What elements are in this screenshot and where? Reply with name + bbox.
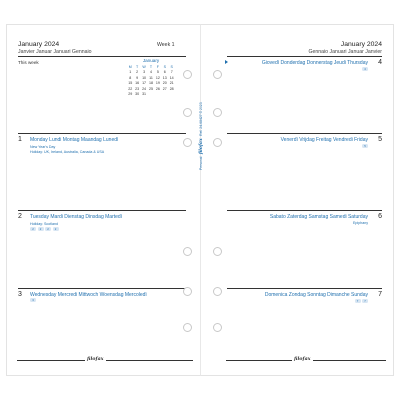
date-cell: 20	[162, 81, 167, 86]
right-month-year: January 2024	[340, 41, 382, 48]
date-cell: 9	[136, 75, 139, 80]
day-badge: 2	[45, 227, 51, 231]
day-badge: 3	[30, 298, 36, 302]
holiday-note: Holiday: UK, Ireland, Australia, Canada & USA	[30, 150, 105, 154]
date-cell: 17	[142, 81, 147, 86]
mini-calendar-title: January	[142, 58, 160, 63]
weekday: T	[149, 65, 153, 69]
date-cell: 23	[135, 86, 140, 91]
date-cell: 25	[148, 86, 153, 91]
day-name-monday: Monday Lundi Montag Maandag Lunedì	[30, 137, 119, 143]
day-badge: 2	[53, 227, 59, 231]
date-cell	[162, 92, 169, 97]
date-cell: 26	[155, 86, 160, 91]
date-cell	[155, 92, 162, 97]
day-number-saturday: 6	[378, 213, 382, 220]
gutter-imprint	[199, 102, 204, 170]
date-cell: 31	[142, 92, 147, 97]
imprint-size: Personal	[199, 156, 203, 170]
date-cell: 14	[169, 75, 174, 80]
left-month-year: January 2024	[18, 41, 60, 48]
date-cell: 21	[169, 81, 174, 86]
weekday: S	[170, 65, 173, 69]
date-cell: 6	[163, 70, 166, 75]
day-rule-tuesday	[18, 210, 186, 211]
badge-group-thursday	[362, 67, 368, 71]
mini-calendar-week	[127, 92, 175, 97]
left-month-translations: Janvier Januar Januari Gennaio	[18, 49, 92, 55]
ring-hole	[183, 247, 192, 256]
ring-hole	[213, 138, 222, 147]
badge-group-sunday	[355, 299, 369, 303]
day-number-tuesday: 2	[18, 213, 22, 220]
weekday: M	[128, 65, 132, 69]
ring-hole	[213, 323, 222, 332]
date-cell: 28	[169, 86, 174, 91]
ring-hole	[213, 108, 222, 117]
day-number-monday: 1	[18, 136, 22, 143]
date-cell: 10	[142, 75, 147, 80]
right-header-rule	[227, 56, 382, 57]
right-month-translations: Gennaio Januari Januar Janvier	[308, 49, 382, 55]
date-cell: 11	[149, 75, 153, 80]
ring-hole	[183, 323, 192, 332]
date-cell	[168, 92, 175, 97]
right-ring-holes	[213, 25, 225, 377]
ring-hole	[213, 70, 222, 79]
date-cell: 24	[142, 86, 147, 91]
weekday: F	[156, 65, 159, 69]
ring-hole	[183, 70, 192, 79]
date-cell: 5	[156, 70, 159, 75]
imprint-ref: Ref. 24-68427	[199, 114, 203, 136]
day-number-sunday: 7	[378, 291, 382, 298]
day-rule-monday	[18, 133, 186, 134]
right-footer-logo: filofax	[294, 356, 311, 362]
imprint-brand: filofax	[199, 138, 204, 155]
holiday-note: New Year's Day	[30, 145, 56, 149]
day-rule-sunday	[227, 288, 382, 289]
day-name-friday: Venerdì Vrijdag Freitag Vendredi Friday	[280, 137, 368, 143]
date-cell: 27	[162, 86, 167, 91]
right-page	[200, 24, 394, 376]
date-cell: 8	[129, 75, 132, 80]
date-cell: 4	[149, 70, 152, 75]
date-cell: 2	[136, 70, 139, 75]
date-cell: 13	[162, 75, 167, 80]
day-name-tuesday: Tuesday Mardi Dienstag Dinsdag Martedì	[30, 214, 123, 220]
ring-hole	[183, 287, 192, 296]
day-number-thursday: 4	[378, 59, 382, 66]
left-footer-logo: filofax	[87, 356, 104, 362]
ring-hole	[213, 247, 222, 256]
imprint-copyright: © 2023	[199, 102, 203, 114]
weekday: S	[163, 65, 166, 69]
day-rule-saturday	[227, 210, 382, 211]
date-cell: 29	[128, 92, 133, 97]
day-badge: 2	[30, 227, 36, 231]
this-week-label: This week	[18, 60, 39, 65]
date-cell: 18	[148, 81, 153, 86]
badge-group-tuesday	[30, 227, 59, 231]
day-badge: 4	[362, 67, 368, 71]
date-cell: 7	[170, 70, 173, 75]
date-cell: 12	[155, 75, 160, 80]
left-ring-holes	[183, 25, 195, 377]
date-cell: 16	[135, 81, 140, 86]
date-cell: 22	[128, 86, 133, 91]
day-badge: 5	[362, 144, 368, 148]
day-name-wednesday: Wednesday Mercredi Mittwoch Woensdag Mercoledì	[30, 292, 147, 298]
date-cell: 30	[135, 92, 140, 97]
date-cell: 1	[129, 70, 132, 75]
day-name-saturday: Sabato Zaterdag Samstag Samedi Saturday	[269, 214, 368, 220]
date-cell: 15	[128, 81, 133, 86]
mini-calendar	[127, 58, 175, 97]
weekday: W	[142, 65, 146, 69]
date-cell: 19	[155, 81, 160, 86]
ring-hole	[183, 108, 192, 117]
arrow-marker-icon	[225, 60, 228, 64]
week-number: Week 1	[157, 42, 175, 48]
diary-spread	[6, 24, 394, 376]
left-page	[6, 24, 200, 376]
day-name-sunday: Domenica Zondag Sonntag Dimanche Sunday	[264, 292, 368, 298]
day-rule-wednesday	[18, 288, 186, 289]
ring-hole	[183, 138, 192, 147]
day-badge: 2	[38, 227, 44, 231]
ring-hole	[213, 287, 222, 296]
badge-group-wednesday	[30, 298, 36, 302]
day-badge: 7	[355, 299, 361, 303]
day-rule-friday	[227, 133, 382, 134]
date-cell	[148, 92, 155, 97]
holiday-note: Epiphany	[353, 221, 368, 225]
left-header-rule	[18, 56, 186, 57]
day-number-wednesday: 3	[18, 291, 22, 298]
day-number-friday: 5	[378, 136, 382, 143]
date-cell: 3	[143, 70, 146, 75]
weekday: T	[136, 65, 139, 69]
holiday-note: Holiday: Scotland	[30, 222, 58, 226]
day-badge: 7	[362, 299, 368, 303]
day-name-thursday: Giovedì Donderdag Donnerstag Jeudi Thursday	[261, 60, 368, 66]
badge-group-friday	[362, 144, 368, 148]
